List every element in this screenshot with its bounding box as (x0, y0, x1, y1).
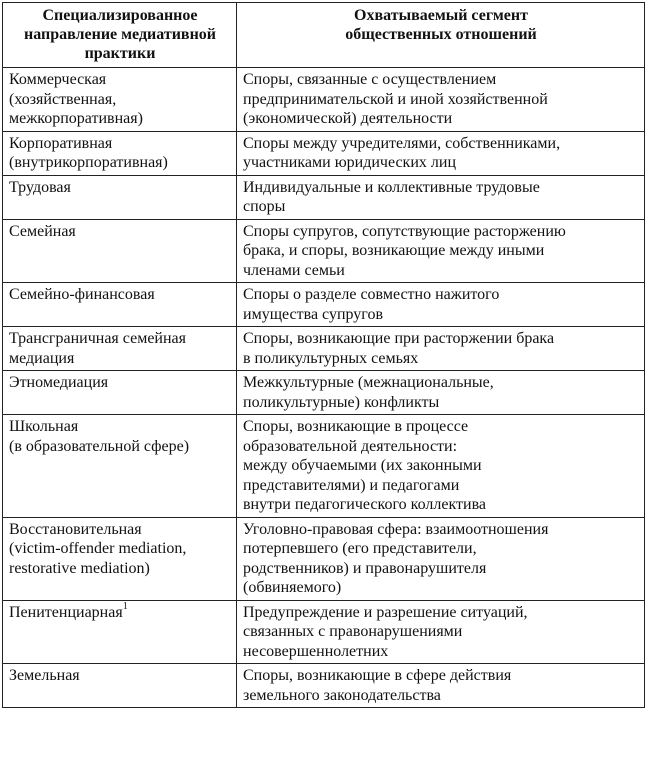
direction-cell (3, 131, 237, 175)
direction-text: Восстановительная (victim-offender mediation, restorative mediation) (9, 520, 187, 577)
table-row (3, 68, 645, 132)
direction-text: Земельная (9, 667, 80, 684)
header-segment: Охватываемый сегмент общественных отношений (237, 3, 645, 68)
segment-cell: Споры, возникающие при расторжении брака в поликультурных семьях (237, 327, 645, 371)
segment-cell: Споры, возникающие в процессе образовательной деятельности: между обучаемыми (их законными представителями) и педагогами внутри педагогического коллектива (237, 415, 645, 518)
segment-cell: Споры, возникающие в сфере действия земельного законодательства (237, 664, 645, 708)
segment-cell: Споры между учредителями, собственниками, участниками юридических лиц (237, 131, 645, 175)
direction-cell (3, 415, 237, 518)
direction-text: Этномедиация (9, 374, 109, 391)
table-row (3, 517, 645, 600)
direction-cell (3, 664, 237, 708)
direction-text: Семейная (9, 222, 76, 240)
segment-cell: Уголовно-правовая сфера: взаимоотношения потерпевшего (его представители, родственников) и правонарушителя (обвиняемого) (237, 517, 645, 600)
table-row (3, 415, 645, 518)
table-header-row (3, 3, 645, 68)
direction-cell (3, 68, 237, 132)
table-row (3, 175, 645, 219)
direction-cell (3, 219, 237, 283)
segment-cell: Споры супругов, сопутствующие расторжению брака, и споры, возникающие между иными членами семьи (237, 219, 645, 283)
table-row (3, 371, 645, 415)
table-row (3, 283, 645, 327)
direction-cell (3, 175, 237, 219)
direction-text: Семейно-финансовая (9, 286, 155, 303)
direction-cell (3, 600, 237, 664)
mediation-directions-table (2, 2, 645, 708)
segment-cell: Межкультурные (межнациональные, поликультурные) конфликты (237, 371, 645, 415)
table-row (3, 600, 645, 664)
direction-text: Корпоративная (внутрикорпоративная) (9, 134, 168, 171)
header-direction: Специализированное направление медиативной практики (3, 3, 237, 68)
direction-cell (3, 327, 237, 371)
direction-cell (3, 371, 237, 415)
table-row (3, 131, 645, 175)
table-row (3, 664, 645, 708)
table-row (3, 327, 645, 371)
direction-cell (3, 283, 237, 327)
table-row (3, 219, 645, 283)
segment-cell: Споры, связанные с осуществлением предпринимательской и иной хозяйственной (экономической) деятельности (237, 68, 645, 132)
segment-cell: Предупреждение и разрешение ситуаций, связанных с правонарушениями несовершеннолетних (237, 600, 645, 664)
direction-text: Трансграничная семейная медиация (9, 330, 186, 367)
segment-cell: Индивидуальные и коллективные трудовые споры (237, 175, 645, 219)
segment-cell: Споры о разделе совместно нажитого имущества супругов (237, 283, 645, 327)
direction-text: Пенитенциарная (9, 603, 123, 621)
direction-text: Трудовая (9, 178, 71, 196)
direction-cell (3, 517, 237, 600)
direction-text: Школьная (в образовательной сфере) (9, 418, 190, 455)
footnote-marker: 1 (122, 601, 128, 613)
direction-text: Коммерческая (хозяйственная, межкорпоративная) (9, 71, 143, 127)
